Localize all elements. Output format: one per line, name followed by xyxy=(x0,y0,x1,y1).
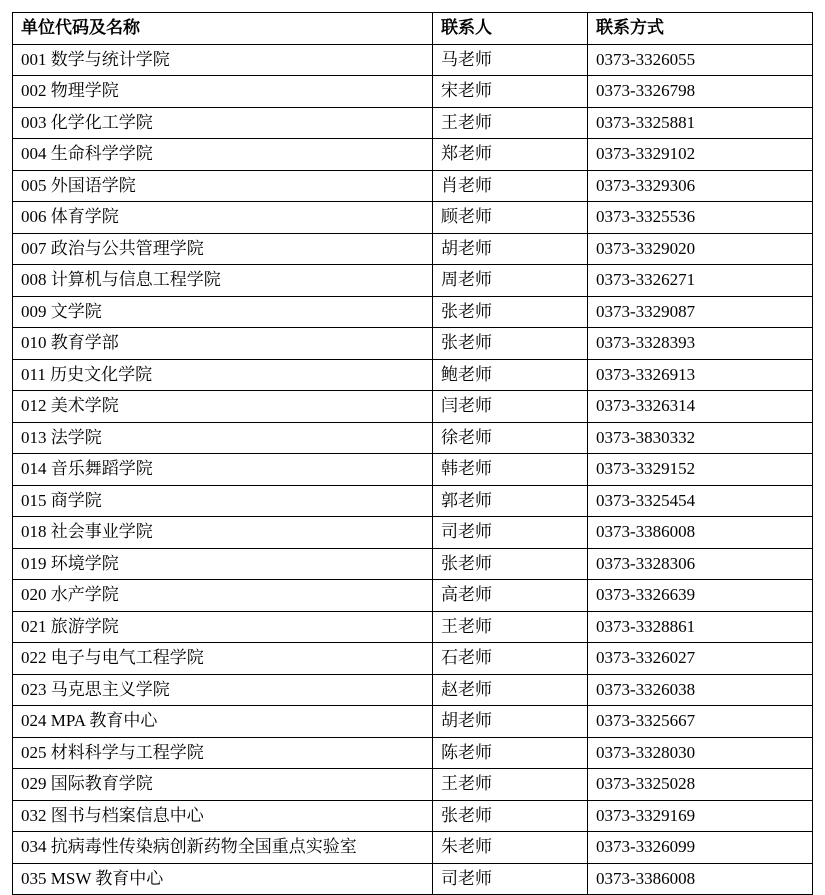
cell-contact: 鲍老师 xyxy=(433,359,588,391)
cell-unit: 005 外国语学院 xyxy=(13,170,433,202)
cell-phone: 0373-3329102 xyxy=(588,139,813,171)
cell-unit: 029 国际教育学院 xyxy=(13,769,433,801)
cell-phone: 0373-3329306 xyxy=(588,170,813,202)
cell-unit: 011 历史文化学院 xyxy=(13,359,433,391)
cell-unit: 020 水产学院 xyxy=(13,580,433,612)
cell-contact: 张老师 xyxy=(433,328,588,360)
cell-phone: 0373-3326798 xyxy=(588,76,813,108)
cell-contact: 朱老师 xyxy=(433,832,588,864)
column-header-phone: 联系方式 xyxy=(588,13,813,45)
cell-contact: 郑老师 xyxy=(433,139,588,171)
cell-unit: 025 材料科学与工程学院 xyxy=(13,737,433,769)
cell-phone: 0373-3326027 xyxy=(588,643,813,675)
cell-contact: 王老师 xyxy=(433,107,588,139)
cell-unit: 023 马克思主义学院 xyxy=(13,674,433,706)
cell-unit: 012 美术学院 xyxy=(13,391,433,423)
cell-contact: 郭老师 xyxy=(433,485,588,517)
table-row xyxy=(13,44,813,76)
cell-phone: 0373-3325667 xyxy=(588,706,813,738)
table-row xyxy=(13,800,813,832)
table-row xyxy=(13,170,813,202)
cell-phone: 0373-3386008 xyxy=(588,863,813,895)
cell-contact: 胡老师 xyxy=(433,233,588,265)
cell-unit: 002 物理学院 xyxy=(13,76,433,108)
cell-unit: 008 计算机与信息工程学院 xyxy=(13,265,433,297)
cell-unit: 013 法学院 xyxy=(13,422,433,454)
cell-phone: 0373-3329169 xyxy=(588,800,813,832)
table-row xyxy=(13,832,813,864)
column-header-unit: 单位代码及名称 xyxy=(13,13,433,45)
cell-contact: 王老师 xyxy=(433,611,588,643)
table-row xyxy=(13,139,813,171)
table-row xyxy=(13,265,813,297)
table-row xyxy=(13,359,813,391)
cell-unit: 014 音乐舞蹈学院 xyxy=(13,454,433,486)
cell-unit: 003 化学化工学院 xyxy=(13,107,433,139)
cell-unit: 019 环境学院 xyxy=(13,548,433,580)
table-header-row xyxy=(13,13,813,45)
cell-unit: 015 商学院 xyxy=(13,485,433,517)
cell-unit: 007 政治与公共管理学院 xyxy=(13,233,433,265)
cell-contact: 肖老师 xyxy=(433,170,588,202)
cell-phone: 0373-3325881 xyxy=(588,107,813,139)
table-row xyxy=(13,233,813,265)
cell-contact: 张老师 xyxy=(433,548,588,580)
cell-unit: 021 旅游学院 xyxy=(13,611,433,643)
cell-contact: 高老师 xyxy=(433,580,588,612)
cell-contact: 赵老师 xyxy=(433,674,588,706)
cell-unit: 024 MPA 教育中心 xyxy=(13,706,433,738)
cell-phone: 0373-3326038 xyxy=(588,674,813,706)
cell-contact: 胡老师 xyxy=(433,706,588,738)
cell-phone: 0373-3326099 xyxy=(588,832,813,864)
table-row xyxy=(13,485,813,517)
cell-contact: 宋老师 xyxy=(433,76,588,108)
cell-contact: 张老师 xyxy=(433,800,588,832)
cell-phone: 0373-3325028 xyxy=(588,769,813,801)
table-body xyxy=(13,44,813,895)
table-row xyxy=(13,202,813,234)
cell-unit: 018 社会事业学院 xyxy=(13,517,433,549)
cell-phone: 0373-3830332 xyxy=(588,422,813,454)
cell-contact: 马老师 xyxy=(433,44,588,76)
cell-contact: 陈老师 xyxy=(433,737,588,769)
table-row xyxy=(13,737,813,769)
cell-contact: 韩老师 xyxy=(433,454,588,486)
cell-unit: 032 图书与档案信息中心 xyxy=(13,800,433,832)
cell-unit: 006 体育学院 xyxy=(13,202,433,234)
unit-contact-table xyxy=(12,12,813,895)
cell-phone: 0373-3326055 xyxy=(588,44,813,76)
cell-phone: 0373-3328861 xyxy=(588,611,813,643)
table-row xyxy=(13,706,813,738)
cell-phone: 0373-3328393 xyxy=(588,328,813,360)
cell-phone: 0373-3329152 xyxy=(588,454,813,486)
cell-phone: 0373-3329020 xyxy=(588,233,813,265)
cell-contact: 王老师 xyxy=(433,769,588,801)
cell-contact: 司老师 xyxy=(433,863,588,895)
cell-contact: 张老师 xyxy=(433,296,588,328)
cell-unit: 022 电子与电气工程学院 xyxy=(13,643,433,675)
cell-unit: 009 文学院 xyxy=(13,296,433,328)
cell-phone: 0373-3326913 xyxy=(588,359,813,391)
table-row xyxy=(13,548,813,580)
table-row xyxy=(13,454,813,486)
cell-contact: 周老师 xyxy=(433,265,588,297)
cell-phone: 0373-3325536 xyxy=(588,202,813,234)
cell-phone: 0373-3325454 xyxy=(588,485,813,517)
table-row xyxy=(13,391,813,423)
cell-phone: 0373-3326639 xyxy=(588,580,813,612)
cell-contact: 徐老师 xyxy=(433,422,588,454)
cell-unit: 035 MSW 教育中心 xyxy=(13,863,433,895)
cell-contact: 顾老师 xyxy=(433,202,588,234)
cell-phone: 0373-3326314 xyxy=(588,391,813,423)
cell-phone: 0373-3326271 xyxy=(588,265,813,297)
cell-phone: 0373-3329087 xyxy=(588,296,813,328)
table-row xyxy=(13,580,813,612)
table-row xyxy=(13,643,813,675)
table-row xyxy=(13,107,813,139)
table-row xyxy=(13,517,813,549)
table-row xyxy=(13,328,813,360)
table-row xyxy=(13,422,813,454)
cell-unit: 034 抗病毒性传染病创新药物全国重点实验室 xyxy=(13,832,433,864)
table-row xyxy=(13,611,813,643)
cell-phone: 0373-3386008 xyxy=(588,517,813,549)
table-row xyxy=(13,76,813,108)
table-row xyxy=(13,769,813,801)
table-row xyxy=(13,296,813,328)
cell-contact: 闫老师 xyxy=(433,391,588,423)
table-row xyxy=(13,863,813,895)
cell-phone: 0373-3328030 xyxy=(588,737,813,769)
cell-unit: 010 教育学部 xyxy=(13,328,433,360)
table-row xyxy=(13,674,813,706)
cell-contact: 司老师 xyxy=(433,517,588,549)
column-header-contact: 联系人 xyxy=(433,13,588,45)
cell-contact: 石老师 xyxy=(433,643,588,675)
table-header xyxy=(13,13,813,45)
cell-unit: 004 生命科学学院 xyxy=(13,139,433,171)
cell-phone: 0373-3328306 xyxy=(588,548,813,580)
cell-unit: 001 数学与统计学院 xyxy=(13,44,433,76)
